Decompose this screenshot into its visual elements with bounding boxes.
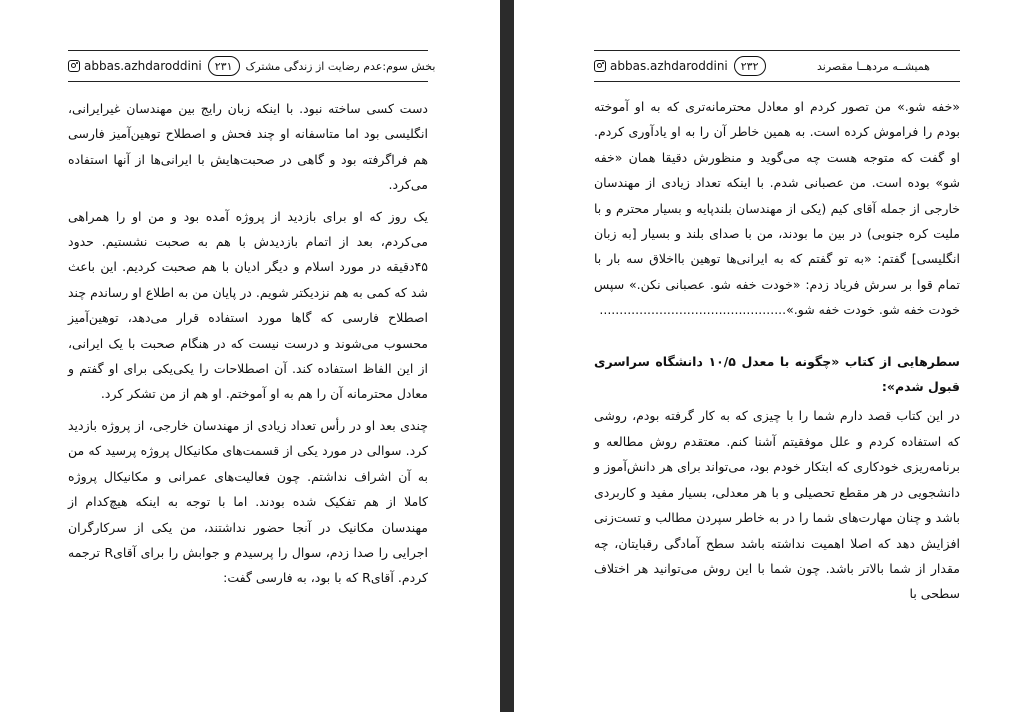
paragraph: «خفه شو.» من تصور کردم او معادل محترمانه‌تری که به او آموخته بودم را فراموش کرده است. به همین خاطر آن را به او یادآوری کردم. او گفت که متوجه هست چه می‌گوید و منظورش دقیقا همان «خفه شو» بوده است. من عصبانی شدم. با اینکه تعداد زیادی از مهندسان خارجی از جمله آقای کیم (یکی از مهندسان بلندپایه و بسیار محترم و با ملیت کره جنوبی) در بین ما بودند، من با صدای بلند و بسیار [به زبان انگلیسی] گفتم: «به تو گفتم که به ایرانی‌ها توهین بااخلاق سه بار با تمام قوا بر سرش فریاد زدم: «خودت خفه شو. عصبانی نکن.» سپس خودت خفه شو. خودت خفه شو.»............................................... [594, 99, 960, 318]
page-body [68, 96, 428, 597]
page-header [68, 50, 436, 82]
excerpt-heading: سطرهایی از کتاب «چگونه با معدل ۱۰/۵ دانشگاه سراسری قبول شدم»: [594, 353, 960, 395]
page-number: ۲۳۱ [208, 56, 240, 76]
chapter-title: بخش سوم:عدم رضایت از زندگی مشترک [245, 59, 436, 73]
paragraph: دست کسی ساخته نبود. با اینکه زبان رایج بین مهندسان غیرایرانی، انگلیسی بود اما متاسفانه او چند فحش و اصطلاح توهین‌آمیز فارسی هم فراگرفته بود و گاهی در صحبت‌هایش با ایرانی‌ها از آنها استفاده می‌کرد. [68, 101, 428, 193]
instagram-handle [594, 59, 728, 73]
left-page [0, 0, 500, 712]
excerpt-paragraph: در این کتاب قصد دارم شما را با چیزی که به کار گرفته بودم، روشی که استفاده کردم و علل موفقیتم آشنا کنم. معتقدم روش مطالعه و برنامه‌ریزی خودکاری که ابتکار خودم بود، می‌تواند برای هر دانش‌آموز و دانشجویی در هر مقطع تحصیلی و با هر معدلی، بسیار مفید و کاربردی باشد و چنان مهارت‌های شما را در به خاطر سپردن مطالب و تست‌زنی افزایش دهد که اصلا اهمیت نداشته باشد سطح آمادگی رقبایتان، چه مقدار از شما بالاتر باشد. چون شما با این روش می‌توانید هر اختلاف سطحی با [594, 408, 960, 602]
instagram-handle [68, 59, 202, 73]
handle-text: abbas.azhdaroddini [84, 59, 202, 73]
instagram-icon [68, 60, 80, 72]
page-header [594, 50, 960, 82]
instagram-icon [594, 60, 606, 72]
right-page [514, 0, 1024, 712]
book-title: همیشــه مردهــا مقصرند [817, 59, 930, 73]
paragraph: چندی بعد او در رأس تعداد زیادی از مهندسان خارجی، از پروژه بازدید کرد. سوالی در مورد یکی از قسمت‌های مکانیکال پروژه پرسید که من به آن اشراف نداشتم. چون فعالیت‌های عمرانی و مکانیکال پروژه کاملا از هم تفکیک شده بودند. اما با توجه به اینکه هیچ‌کدام از مهندسان مکانیک در آنجا حضور نداشتند، من یکی از سرکارگران اجرایی را صدا زدم، سوال را پرسیدم و جوابش را برای آقایR ترجمه کردم. آقایR که با بود، به فارسی گفت: [68, 417, 428, 586]
book-spine [500, 0, 514, 712]
page-body [594, 94, 960, 613]
page-number: ۲۳۲ [734, 56, 766, 76]
paragraph: یک روز که او برای بازدید از پروژه آمده بود و من او را همراهی می‌کردم، بعد از اتمام بازدیدش با هم به صحبت نشستیم. حدود ۴۵دقیقه در مورد اسلام و دیگر ادیان با هم صحبت کردیم. این باعث شد که کمی به هم نزدیکتر شویم. در پایان من به اطلاع او رساندم چند اصطلاح فارسی که گاها مورد استفاده قرار می‌دهد، توهین‌آمیز محسوب می‌شوند و درست نیست که در هنگام صحبت با یک ایرانی، از این الفاظ استفاده کند. آن اصطلاحات را یکی‌یکی برای او گفتم و معادل محترمانه آن را هم به او آموختم. او هم از من تشکر کرد. [68, 208, 428, 402]
handle-text: abbas.azhdaroddini [610, 59, 728, 73]
